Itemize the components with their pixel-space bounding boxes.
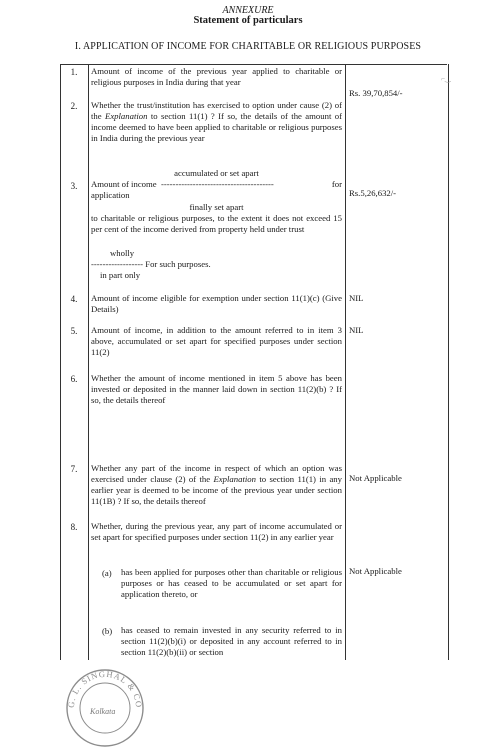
row3-wholly: wholly: [110, 248, 135, 258]
row-number-2: 2.: [70, 101, 78, 111]
row-text-3: to charitable or religious purposes, to the extent it does not exceed 15 per cent of the income derived from property held under trust: [91, 213, 342, 234]
margin-mark: ⌐‿: [441, 75, 451, 83]
row-text-4: Amount of income eligible for exemption under section 11(1)(c) (Give Details): [91, 293, 342, 314]
annexure-heading: ANNEXURE: [222, 5, 274, 16]
section-heading: I. APPLICATION OF INCOME FOR CHARITABLE OR RELIGIOUS PURPOSES: [74, 41, 422, 52]
subitem-a-label: (a): [102, 568, 112, 578]
row3-application: application: [91, 190, 130, 200]
row-value-3: Rs.5,26,632/-: [349, 188, 397, 198]
table-top-border: [60, 64, 447, 65]
row-value-4: NIL: [349, 293, 364, 303]
row-number-4: 4.: [70, 294, 78, 304]
row-text-1: Amount of income of the previous year applied to charitable or religious purposes in India during that year: [91, 66, 342, 87]
row-number-8: 8.: [70, 522, 78, 532]
row-value-8a: Not Applicable: [349, 566, 402, 576]
row-value-2: Rs. 39,70,854/-: [349, 88, 403, 98]
row-text-6: Whether the amount of income mentioned in item 5 above has been invested or deposited in the manner laid down in section 11(2)(b) ? If so, the details thereof: [91, 373, 342, 405]
stamp-city: Kolkata: [90, 707, 116, 716]
row-text-5: Amount of income, in addition to the amount referred to in item 3 above, accumulated or set apart for specified purposes under section 11(2): [91, 325, 342, 357]
statement-title: Statement of particulars: [193, 15, 303, 26]
row-number-6: 6.: [70, 374, 78, 384]
row-number-3: 3.: [70, 181, 78, 191]
row3-such-purposes: ------------------ For such purposes.: [91, 259, 211, 269]
row3-amount-line: Amount of income --------------------------------------- for: [91, 179, 342, 189]
row-number-1: 1.: [70, 67, 78, 77]
row-text-8: Whether, during the previous year, any part of income accumulated or set apart for specified purposes under section 11(2) in any earlier year: [91, 521, 342, 542]
row3-finally-set-apart: finally set apart: [189, 202, 244, 212]
row-text-7: Whether any part of the income in respect of which an option was exercised under clause (2) of the Explanation to section 11(1) in any earlier year is deemed to be income of the previous year under section 11(1B) ? If so, the details thereof: [91, 463, 342, 506]
row3-in-part-only: in part only: [100, 270, 141, 280]
subitem-a-text: has been applied for purposes other than charitable or religious purposes or has ceased to be accumulated or set apart for application thereto, or: [121, 567, 342, 599]
stamp-firm-name: G. L. SINGHAL & CO: [65, 668, 145, 709]
row-text-2: Whether the trust/institution has exercised to option under cause (2) of the Explanation to section 11(1) ? If so, the details of the amount of income deemed to have been applied to charitable or religious purposes in India during the previous year: [91, 100, 342, 143]
auditor-stamp: [62, 662, 148, 748]
number-column-divider: [88, 64, 89, 660]
value-column-divider: [345, 64, 346, 660]
subitem-b-text: has ceased to remain invested in any security referred to in section 11(2)(b)(i) or deposited in any account referred to in section 11(2)(b)(ii) or section: [121, 625, 342, 657]
row-number-5: 5.: [70, 326, 78, 336]
row-value-5: NIL: [349, 325, 364, 335]
row-value-7: Not Applicable: [349, 473, 402, 483]
row-number-7: 7.: [70, 464, 78, 474]
row3-accumulated-label: accumulated or set apart: [174, 168, 259, 178]
subitem-b-label: (b): [102, 626, 113, 636]
